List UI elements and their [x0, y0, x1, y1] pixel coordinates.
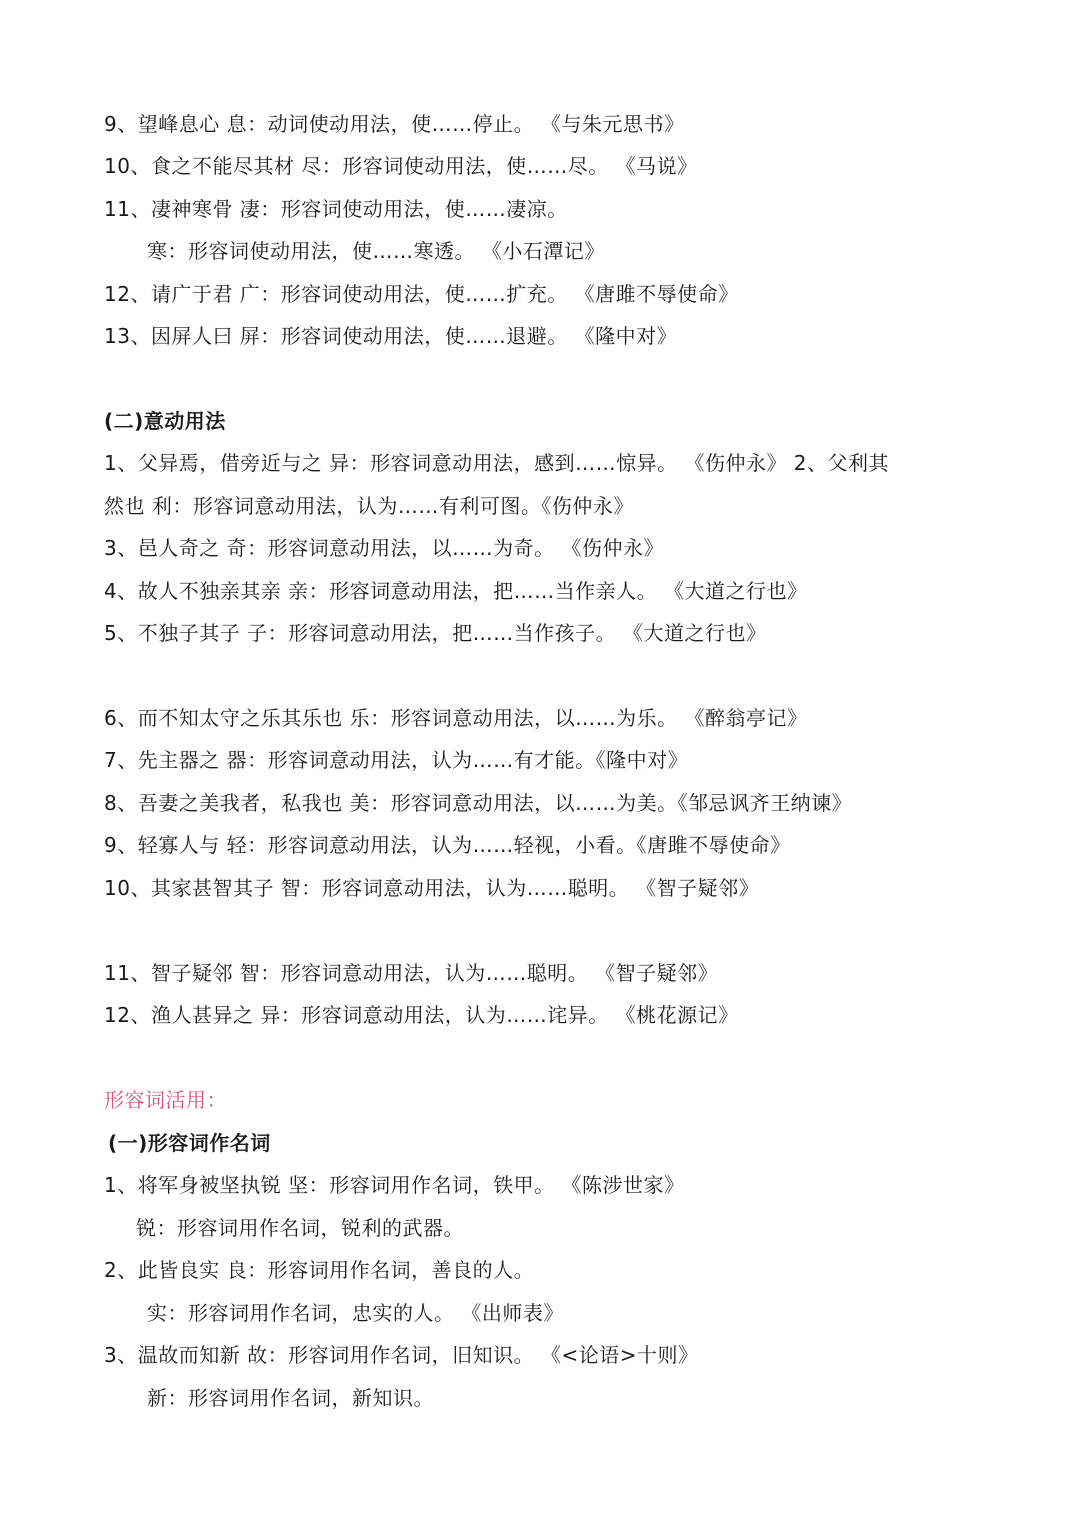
text-line: 9、望峰息心 息：动词使动用法，使……停止。 《与朱元思书》 [104, 112, 685, 136]
text-line: 10、食之不能尽其材 尽：形容词使动用法，使……尽。 《马说》 [104, 154, 698, 178]
section-title-adjective-usage: 形容词活用： [104, 1088, 227, 1112]
text-line: 11、凄神寒骨 凄：形容词使动用法，使……凄凉。 [104, 197, 568, 221]
text-line: 7、先主器之 器：形容词意动用法，认为……有才能。《隆中对》 [104, 748, 689, 772]
text-line: 寒：形容词使动用法，使……寒透。 《小石潭记》 [147, 239, 605, 263]
text-line: 9、轻寡人与 轻：形容词意动用法，认为……轻视，小看。《唐雎不辱使命》 [104, 833, 791, 857]
text-line: 实：形容词用作名词，忠实的人。 《出师表》 [147, 1301, 564, 1325]
text-line: 13、因屏人曰 屏：形容词使动用法，使……退避。 《隆中对》 [104, 324, 678, 348]
text-line: 锐：形容词用作名词，锐利的武器。 [136, 1216, 464, 1240]
text-line: 12、请广于君 广：形容词使动用法，使……扩充。 《唐雎不辱使命》 [104, 282, 739, 306]
text-line: 然也 利：形容词意动用法，认为……有利可图。《伤仲永》 [104, 494, 634, 518]
text-line: 8、吾妻之美我者，私我也 美：形容词意动用法，以……为美。《邹忌讽齐王纳谏》 [104, 791, 853, 815]
text-line: 6、而不知太守之乐其乐也 乐：形容词意动用法，以……为乐。 《醉翁亭记》 [104, 706, 808, 730]
text-line: 新：形容词用作名词，新知识。 [147, 1386, 434, 1410]
text-line: 1、父异焉，借旁近与之 异：形容词意动用法，感到……惊异。 《伤仲永》 2、父利其 [104, 451, 890, 475]
text-line: 10、其家甚智其子 智：形容词意动用法，认为……聪明。 《智子疑邻》 [104, 876, 760, 900]
section-heading: (二)意动用法 [104, 409, 226, 433]
text-line: 3、温故而知新 故：形容词用作名词，旧知识。 《<论语>十则》 [104, 1343, 699, 1367]
text-line: 5、不独子其子 子：形容词意动用法，把……当作孩子。 《大道之行也》 [104, 621, 767, 645]
text-line: 4、故人不独亲其亲 亲：形容词意动用法，把……当作亲人。 《大道之行也》 [104, 579, 808, 603]
text-line: 11、智子疑邻 智：形容词意动用法，认为……聪明。 《智子疑邻》 [104, 961, 719, 985]
text-line: 3、邑人奇之 奇：形容词意动用法，以……为奇。 《伤仲永》 [104, 536, 664, 560]
section-heading: (一)形容词作名词 [108, 1131, 271, 1155]
text-line: 12、渔人甚异之 异：形容词意动用法，认为……诧异。 《桃花源记》 [104, 1003, 739, 1027]
text-line: 2、此皆良实 良：形容词用作名词，善良的人。 [104, 1258, 535, 1282]
text-line: 1、将军身被坚执锐 坚：形容词用作名词，铁甲。 《陈涉世家》 [104, 1173, 685, 1197]
